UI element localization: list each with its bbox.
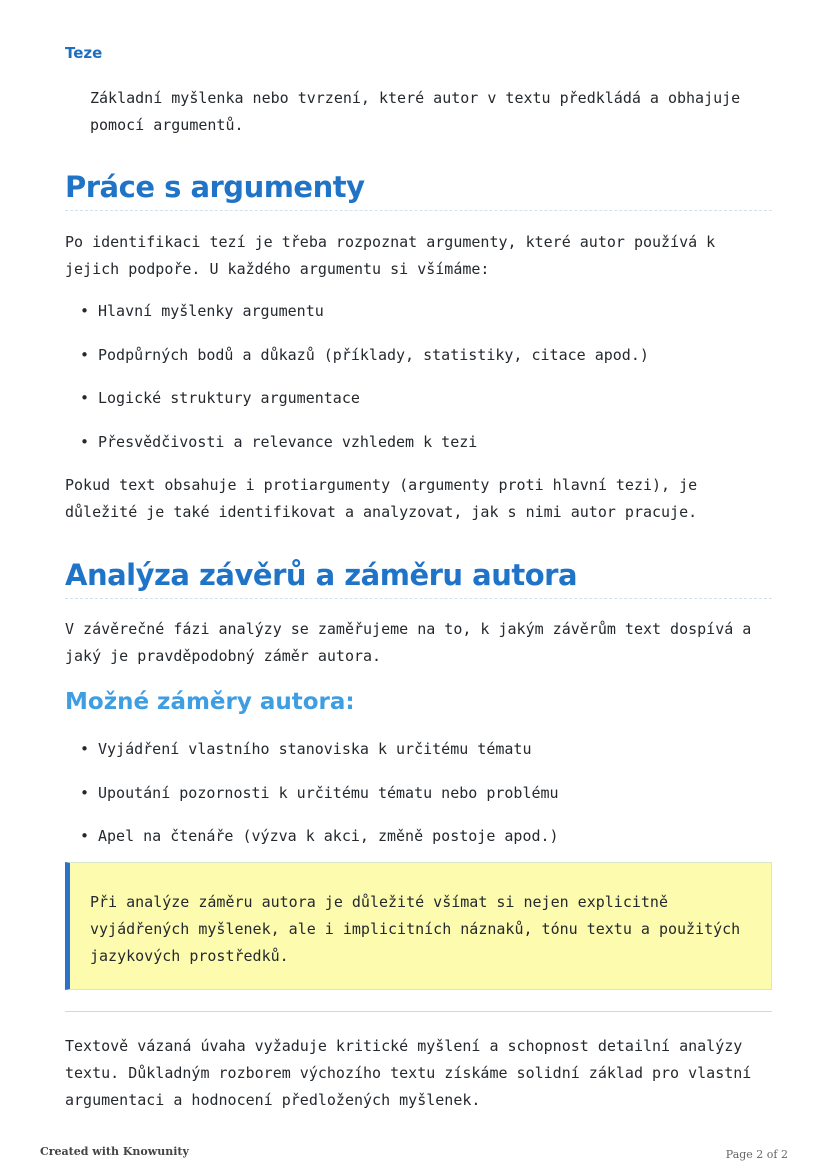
bullet-icon: • [80, 345, 90, 364]
list-item: • Hlavní myšlenky argumentu [65, 298, 772, 342]
note-callout [65, 862, 772, 990]
footer-credit: Created with Knowunity [40, 1145, 189, 1158]
list-item: • Logické struktury argumentace [65, 385, 772, 429]
list-item: • Přesvědčivosti a relevance vzhledem k tezi [65, 429, 772, 473]
conclusions-intro: V závěrečné fázi analýzy se zaměřujeme na to, k jakým závěrům text dospívá a jaký je pravděpodobný záměr autora. [65, 620, 752, 665]
bullet-icon: • [80, 783, 90, 802]
bullet-icon: • [80, 389, 90, 407]
section-heading-conclusions: Analýza závěrů a záměru autora [65, 558, 772, 599]
bullet-icon: • [80, 302, 90, 320]
list-item: • Podpůrných bodů a důkazů (příklady, statistiky, citace apod.) [65, 342, 772, 386]
divider [65, 1011, 772, 1012]
callout-text: Při analýze záměru autora je důležité všímat si nejen explicitně vyjádřených myšlenek, ale i implicitních náznaků, tónu textu a použitých jazykových prostředků. [90, 893, 741, 965]
bullet-icon: • [80, 740, 90, 758]
arguments-outro: Pokud text obsahuje i protiargumenty (argumenty proti hlavní tezi), je důležité je také identifikovat a analyzovat, jak s nimi autor pracuje. [65, 476, 698, 521]
subheading-intentions: Možné záměry autora: [65, 689, 355, 715]
arguments-list [65, 298, 772, 472]
arguments-intro: Po identifikaci tezí je třeba rozpoznat argumenty, které autor používá k jejich podpoře. U každého argumentu si všímáme: [65, 233, 716, 278]
page-number: Page 2 of 2 [725, 1148, 788, 1161]
list-item: • Upoutání pozornosti k určitému tématu nebo problému [65, 780, 772, 824]
intentions-list [65, 736, 772, 867]
bullet-icon: • [80, 432, 90, 451]
term-title: Teze [65, 44, 103, 62]
term-definition: Základní myšlenka nebo tvrzení, které autor v textu předkládá a obhajuje pomocí argumentů. [90, 89, 741, 134]
conclusion-paragraph: Textově vázaná úvaha vyžaduje kritické myšlení a schopnost detailní analýzy textu. Důkladným rozborem výchozího textu získáme solidní základ pro vlastní argumentaci a hodnocení předložených myšlenek. [65, 1037, 752, 1109]
section-heading-arguments: Práce s argumenty [65, 170, 772, 211]
bullet-icon: • [80, 827, 90, 845]
list-item: • Apel na čtenáře (výzva k akci, změně postoje apod.) [65, 823, 772, 867]
list-item: • Vyjádření vlastního stanoviska k určitému tématu [65, 736, 772, 780]
